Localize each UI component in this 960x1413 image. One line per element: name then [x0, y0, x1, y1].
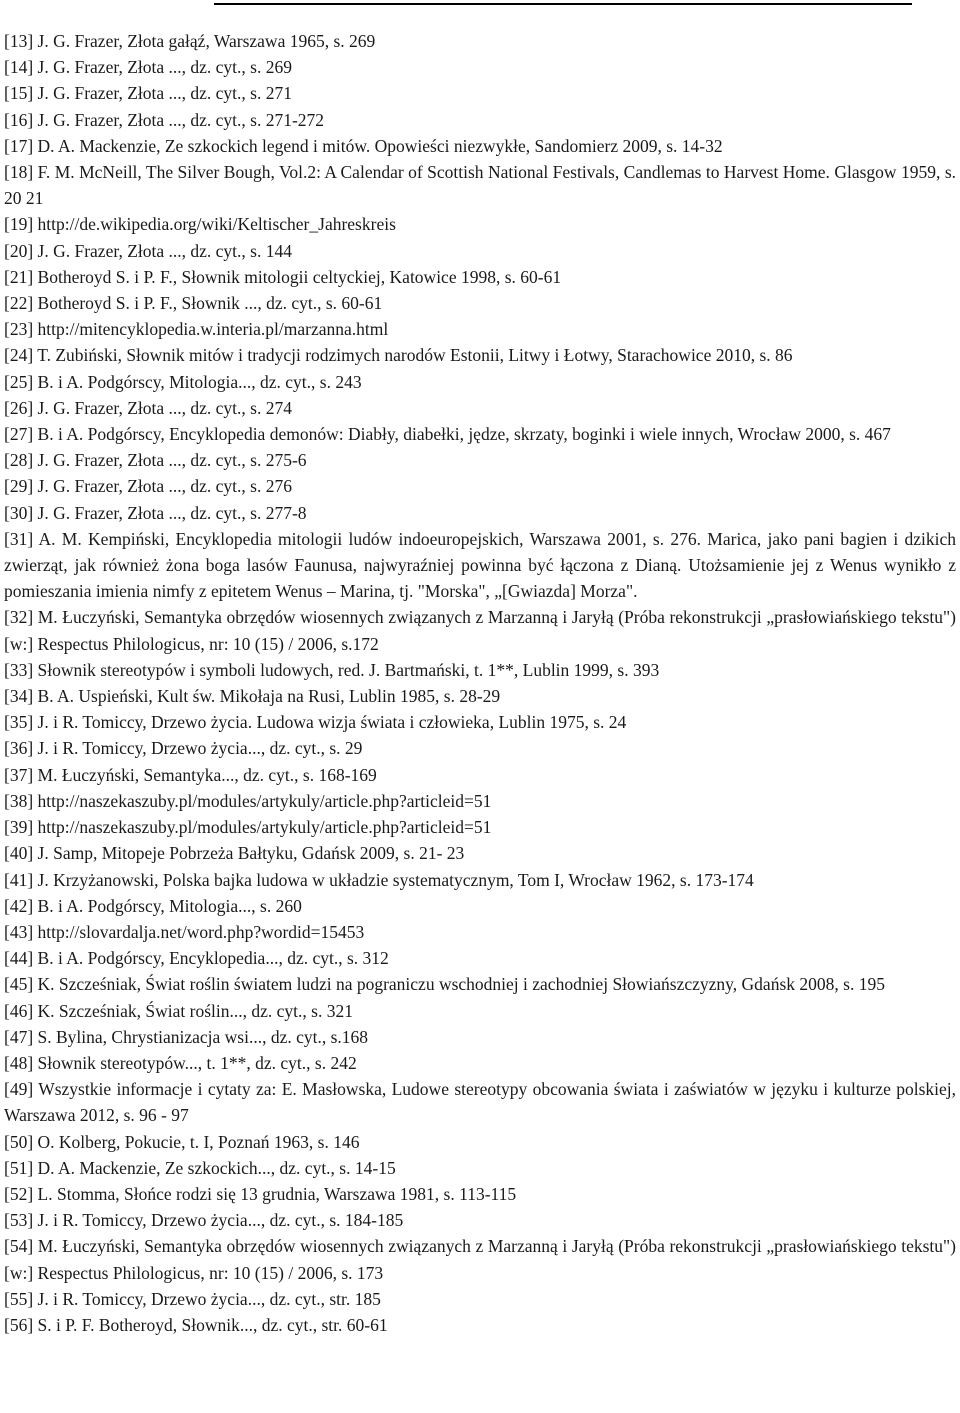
footnote-30: [30] J. G. Frazer, Złota ..., dz. cyt., s. 277-8	[4, 502, 307, 523]
footnote-32: [32] M. Łuczyński, Semantyka obrzędów wiosennych związanych z Marzanną i Jaryłą (Próba rekonstrukcji „prasłowiańskiego tekstu") [w:] Respectus Philologicus, nr: 10 (15) / 2006, s.172	[4, 607, 956, 654]
footnote-24: [24] T. Zubiński, Słownik mitów i tradycji rodzimych narodów Estonii, Litwy i Łotwy, Starachowice 2010, s. 86	[4, 345, 793, 366]
footnote-28: [28] J. G. Frazer, Złota ..., dz. cyt., s. 275-6	[4, 450, 307, 471]
footnote-18: [18] F. M. McNeill, The Silver Bough, Vol.2: A Calendar of Scottish National Festivals, Candlemas to Harvest Home. Glasgow 1959, s. 20 21	[4, 162, 956, 209]
footnote-20: [20] J. G. Frazer, Złota ..., dz. cyt., s. 144	[4, 240, 292, 261]
footnote-13: [13] J. G. Frazer, Złota gałąź, Warszawa 1965, s. 269	[4, 31, 376, 51]
footnote-27: [27] B. i A. Podgórscy, Encyklopedia demonów: Diabły, diabełki, jędze, skrzaty, boginki i wiele innych, Wrocław 2000, s. 467	[4, 424, 891, 445]
footnote-23: [23] http://mitencyklopedia.w.interia.pl/marzanna.html	[4, 319, 389, 340]
footnote-35: [35] J. i R. Tomiccy, Drzewo życia. Ludowa wizja świata i człowieka, Lublin 1975, s. 24	[4, 712, 627, 733]
footnote-34: [34] B. A. Uspieński, Kult św. Mikołaja na Rusi, Lublin 1985, s. 28-29	[4, 686, 501, 707]
footnote-56: [56] S. i P. F. Botheroyd, Słownik..., dz. cyt., str. 60-61	[4, 1314, 388, 1335]
footnote-45: [45] K. Szcześniak, Świat roślin światem ludzi na pograniczu wschodniej i zachodniej Słowiańszczyzny, Gdańsk 2008, s. 195	[4, 974, 885, 995]
footnote-26: [26] J. G. Frazer, Złota ..., dz. cyt., s. 274	[4, 397, 292, 418]
footnote-49: [49] Wszystkie informacje i cytaty za: E. Masłowska, Ludowe stereotypy obcowania świata i zaświatów w języku i kulturze polskiej, Warszawa 2012, s. 96 - 97	[4, 1079, 956, 1126]
footnote-51: [51] D. A. Mackenzie, Ze szkockich..., dz. cyt., s. 14-15	[4, 1157, 396, 1178]
footnote-19: [19] http://de.wikipedia.org/wiki/Keltischer_Jahreskreis	[4, 214, 396, 235]
footnote-31: [31] A. M. Kempiński, Encyklopedia mitologii ludów indoeuropejskich, Warszawa 2001, s. 276. Marica, jako pani bagien i dzikich zwierząt, jak również żona boga lasów Faunusa, najwyraźniej powinna być łączona z Dianą. Utożsamienie jej z Wenus wynikło z pomieszania imienia nimfy z epitetem Wenus – Marina, tj. "Morska", „[Gwiazda] Morza".	[4, 528, 956, 602]
footnote-25: [25] B. i A. Podgórscy, Mitologia..., dz. cyt., s. 243	[4, 371, 362, 392]
footnote-36: [36] J. i R. Tomiccy, Drzewo życia..., dz. cyt., s. 29	[4, 738, 363, 759]
footnote-44: [44] B. i A. Podgórscy, Encyklopedia..., dz. cyt., s. 312	[4, 948, 389, 969]
footnote-29: [29] J. G. Frazer, Złota ..., dz. cyt., s. 276	[4, 476, 292, 497]
footnote-53: [53] J. i R. Tomiccy, Drzewo życia..., dz. cyt., s. 184-185	[4, 1210, 404, 1231]
footnote-33: [33] Słownik stereotypów i symboli ludowych, red. J. Bartmański, t. 1**, Lublin 1999, s. 393	[4, 659, 660, 680]
footnote-37: [37] M. Łuczyński, Semantyka..., dz. cyt., s. 168-169	[4, 764, 377, 785]
footnote-40: [40] J. Samp, Mitopeje Pobrzeża Bałtyku, Gdańsk 2009, s. 21- 23	[4, 843, 465, 864]
footnote-38: [38] http://naszekaszuby.pl/modules/artykuly/article.php?articleid=51	[4, 790, 492, 811]
footnote-42: [42] B. i A. Podgórscy, Mitologia..., s. 260	[4, 895, 302, 916]
footnote-16: [16] J. G. Frazer, Złota ..., dz. cyt., s. 271-272	[4, 109, 325, 130]
footnote-21: [21] Botheroyd S. i P. F., Słownik mitologii celtyckiej, Katowice 1998, s. 60-61	[4, 266, 562, 287]
footnote-14: [14] J. G. Frazer, Złota ..., dz. cyt., s. 269	[4, 57, 292, 78]
footnote-50: [50] O. Kolberg, Pokucie, t. I, Poznań 1963, s. 146	[4, 1131, 360, 1152]
footnote-47: [47] S. Bylina, Chrystianizacja wsi..., dz. cyt., s.168	[4, 1026, 369, 1047]
footnote-43: [43] http://slovardalja.net/word.php?wordid=15453	[4, 921, 365, 942]
footnote-17: [17] D. A. Mackenzie, Ze szkockich legend i mitów. Opowieści niezwykłe, Sandomierz 2009, s. 14-32	[4, 135, 723, 156]
footnote-54: [54] M. Łuczyński, Semantyka obrzędów wiosennych związanych z Marzanną i Jaryłą (Próba rekonstrukcji „prasłowiańskiego tekstu") [w:] Respectus Philologicus, nr: 10 (15) / 2006, s. 173	[4, 1236, 956, 1283]
footnote-15: [15] J. G. Frazer, Złota ..., dz. cyt., s. 271	[4, 83, 292, 104]
footnote-48: [48] Słownik stereotypów..., t. 1**, dz. cyt., s. 242	[4, 1052, 357, 1073]
footnote-39: [39] http://naszekaszuby.pl/modules/artykuly/article.php?articleid=51	[4, 817, 492, 838]
footnote-41: [41] J. Krzyżanowski, Polska bajka ludowa w układzie systematycznym, Tom I, Wrocław 1962, s. 173-174	[4, 869, 754, 890]
footnote-52: [52] L. Stomma, Słońce rodzi się 13 grudnia, Warszawa 1981, s. 113-115	[4, 1183, 517, 1204]
footnote-22: [22] Botheroyd S. i P. F., Słownik ..., dz. cyt., s. 60-61	[4, 293, 383, 314]
footnote-46: [46] K. Szcześniak, Świat roślin..., dz. cyt., s. 321	[4, 1000, 353, 1021]
footnotes-list	[4, 28, 956, 1338]
footnote-55: [55] J. i R. Tomiccy, Drzewo życia..., dz. cyt., str. 185	[4, 1288, 381, 1309]
page-top-rule	[214, 3, 912, 5]
